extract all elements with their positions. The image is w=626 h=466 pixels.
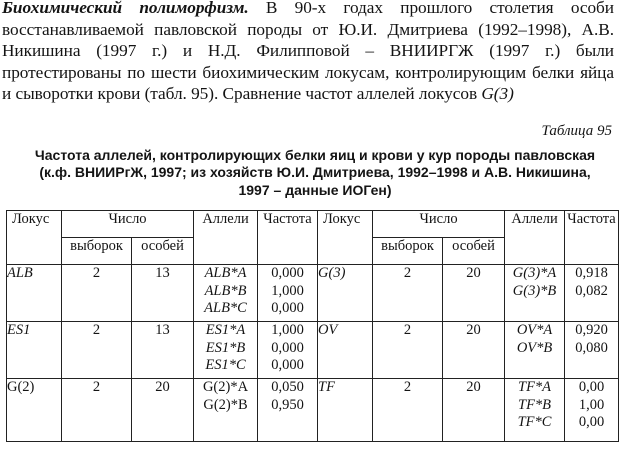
locus-cell: G(2)	[7, 379, 62, 442]
allele: G(2)*B	[203, 396, 248, 413]
table-row	[7, 322, 619, 379]
frequency: 0,000	[271, 300, 304, 316]
table-row	[7, 379, 619, 442]
paragraph-body: В 90-х годах прошлого столетия особи восстанавливаемой павловской породы от Ю.И. Дмитриева (1992–1998), А.В. Никишина (1997 г.) и Н.Д. Филипповой – ВНИИРГЖ (1997 г.) были протестированы по шести биохимическим локусам, контролирующим белки яйца и сыворотки крови (табл. 95). Сравнение частот аллелей локусов	[2, 0, 614, 104]
header-samples: выборок	[62, 238, 132, 265]
header-number: Число	[373, 211, 505, 238]
locus-cell: OV	[318, 322, 373, 379]
frequency: 0,00	[578, 379, 605, 395]
alleles-cell	[194, 379, 258, 442]
header-alleles: Аллели	[505, 211, 565, 265]
frequency: 0,918	[575, 265, 608, 281]
header-number: Число	[62, 211, 194, 238]
frequency: 0,000	[271, 357, 304, 373]
individuals-cell: 20	[132, 379, 194, 442]
frequency-cell	[258, 322, 318, 379]
individuals-cell: 13	[132, 322, 194, 379]
allele: OV*B	[516, 339, 553, 356]
alleles-cell	[505, 379, 565, 442]
frequency: 1,000	[271, 322, 304, 338]
table-row	[7, 265, 619, 322]
frequency: 0,000	[271, 265, 304, 281]
caption-line: (к.ф. ВНИИРгЖ, 1997; из хозяйств Ю.И. Дмитриева, 1992–1998 и А.В. Никишина,	[39, 164, 591, 181]
locus-cell: G(3)	[318, 265, 373, 322]
alleles-cell	[505, 322, 565, 379]
paragraph-tail: G(3)	[481, 84, 514, 104]
allele: ALB*A	[204, 265, 247, 281]
frequency: 0,00	[578, 414, 605, 430]
samples-cell: 2	[62, 322, 132, 379]
allele: G(2)*A	[202, 379, 249, 395]
alleles-cell	[194, 322, 258, 379]
paragraph-lead: Биохимический полиморфизм.	[2, 0, 249, 17]
alleles-cell	[194, 265, 258, 322]
table-caption	[20, 147, 610, 199]
frequency: 0,082	[575, 282, 608, 299]
header-samples: выборок	[373, 238, 443, 265]
individuals-cell: 13	[132, 265, 194, 322]
locus-cell: ES1	[7, 322, 62, 379]
header-alleles: Аллели	[194, 211, 258, 265]
allele: ALB*C	[204, 300, 247, 316]
allele: ES1*C	[205, 357, 246, 373]
caption-line: Частота аллелей, контролирующих белки яиц и крови у кур породы павловская	[34, 147, 596, 163]
header-frequency: Частота	[258, 211, 318, 265]
allele: G(3)*A	[512, 265, 557, 281]
frequency: 1,00	[578, 396, 605, 413]
header-row	[7, 211, 619, 238]
alleles-cell	[505, 265, 565, 322]
samples-cell: 2	[373, 379, 443, 442]
individuals-cell: 20	[443, 265, 505, 322]
locus-cell: TF	[318, 379, 373, 442]
samples-cell: 2	[62, 379, 132, 442]
allele: ALB*B	[204, 282, 247, 299]
frequency: 0,920	[575, 322, 608, 338]
frequency: 0,950	[271, 396, 304, 413]
header-individuals: особей	[132, 238, 194, 265]
frequency-cell	[258, 379, 318, 442]
frequency: 1,000	[271, 282, 304, 299]
header-locus: Локус	[318, 211, 373, 265]
locus-cell: ALB	[7, 265, 62, 322]
header-locus: Локус	[7, 211, 62, 265]
allele: OV*A	[516, 322, 553, 338]
frequency-cell	[565, 265, 619, 322]
allele: G(3)*B	[512, 282, 557, 299]
header-frequency: Частота	[565, 211, 619, 265]
allele: ES1*A	[205, 322, 246, 338]
allele-frequency-table	[6, 210, 619, 442]
frequency: 0,080	[575, 339, 608, 356]
frequency-cell	[258, 265, 318, 322]
header-individuals: особей	[443, 238, 505, 265]
allele: ES1*B	[205, 339, 246, 356]
paragraph	[2, 0, 614, 105]
frequency-cell	[565, 322, 619, 379]
frequency-cell	[565, 379, 619, 442]
allele: TF*A	[518, 379, 552, 395]
allele: TF*B	[518, 396, 552, 413]
allele: TF*C	[517, 414, 552, 430]
caption-line: 1997 – данные ИОГен)	[238, 181, 392, 198]
frequency: 0,050	[271, 379, 304, 395]
samples-cell: 2	[373, 265, 443, 322]
frequency: 0,000	[271, 339, 304, 356]
table-number: Таблица 95	[541, 123, 612, 139]
individuals-cell: 20	[443, 322, 505, 379]
samples-cell: 2	[62, 265, 132, 322]
individuals-cell: 20	[443, 379, 505, 442]
samples-cell: 2	[373, 322, 443, 379]
